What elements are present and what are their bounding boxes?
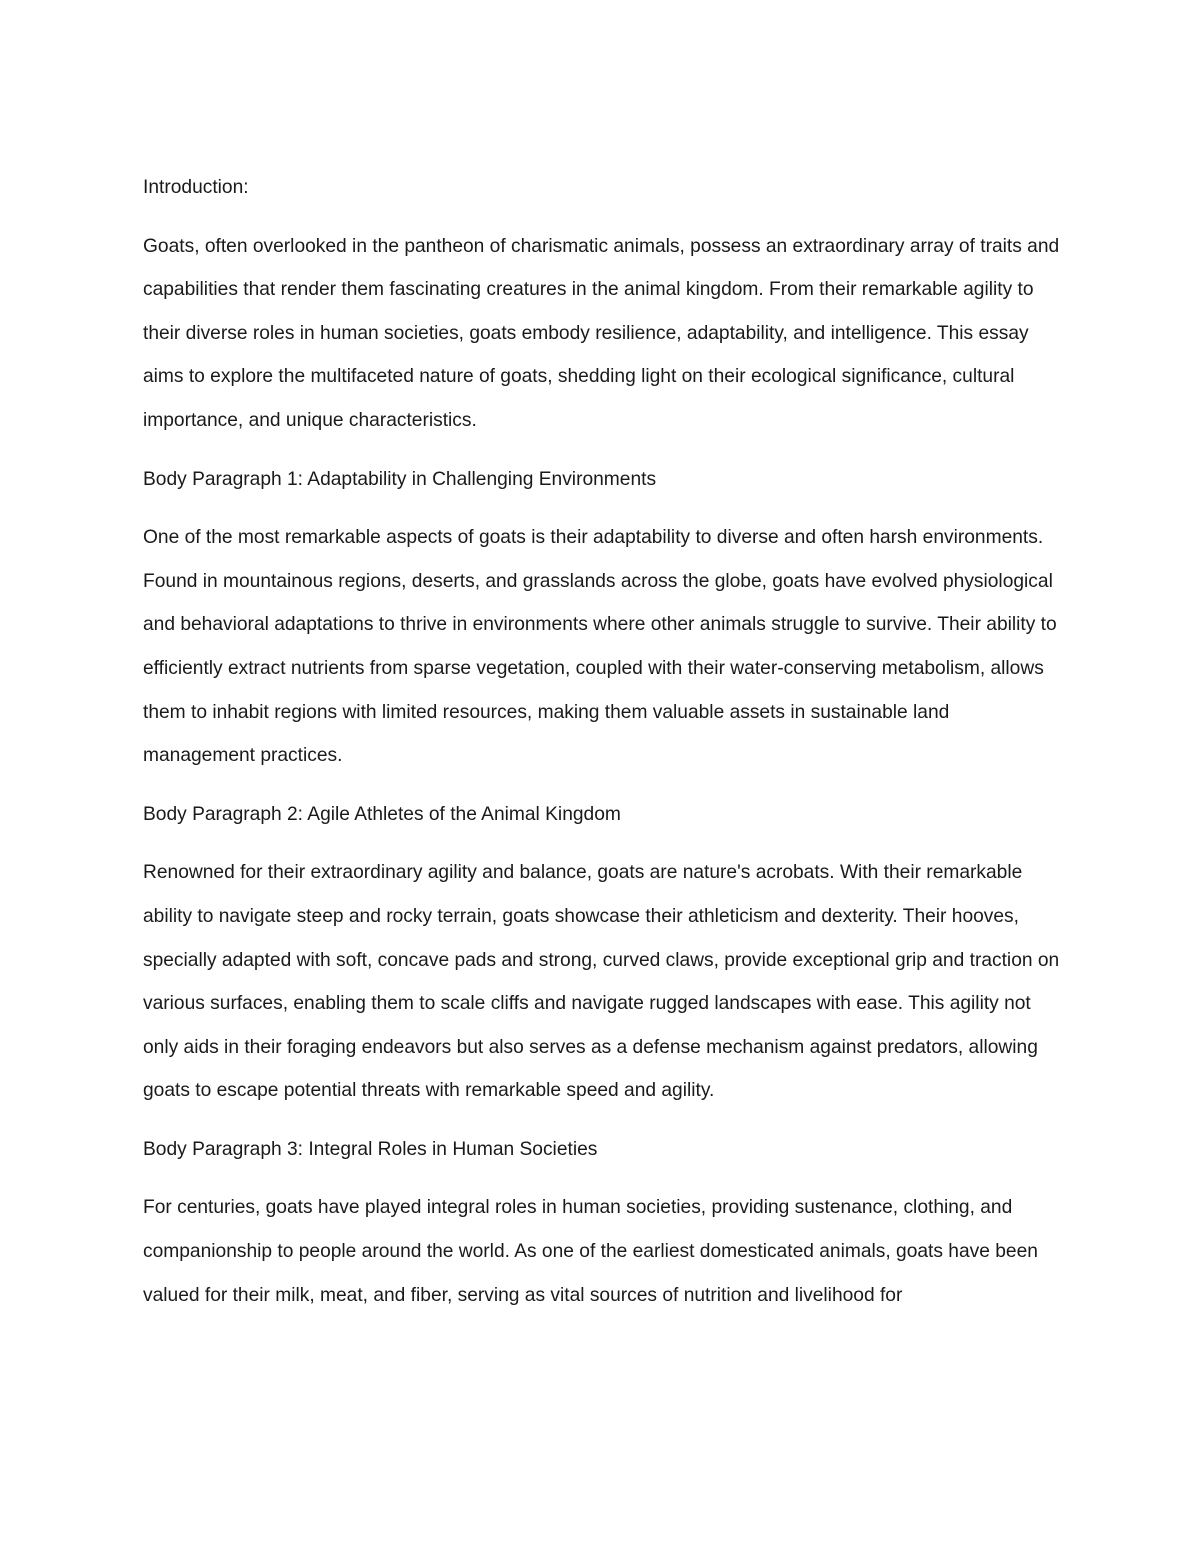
body-paragraph-2-heading: Body Paragraph 2: Agile Athletes of the Animal Kingdom	[143, 803, 621, 825]
body-paragraph-3: For centuries, goats have played integral roles in human societies, providing sustenance, clothing, and companionship to people around the world. As one of the earliest domesticated animals, goats have been valued for their milk, meat, and fiber, serving as vital sources of nutrition and livelihood for	[143, 1197, 1038, 1306]
body-paragraph-2: Renowned for their extraordinary agility and balance, goats are nature's acrobats. With their remarkable ability to navigate steep and rocky terrain, goats showcase their athleticism and dexterity. Their hooves, specially adapted with soft, concave pads and strong, curved claws, provide exceptional grip and traction on various surfaces, enabling them to scale cliffs and navigate rugged landscapes with ease. This agility not only aids in their foraging endeavors but also serves as a defense mechanism against predators, allowing goats to escape potential threats with remarkable speed and agility.	[143, 862, 1060, 1102]
intro-heading: Introduction:	[143, 177, 249, 198]
body-paragraph-1: One of the most remarkable aspects of goats is their adaptability to diverse and often harsh environments. Found in mountainous regions, deserts, and grasslands across the globe, goats have evolved physiological and behavioral adaptations to thrive in environments where other animals struggle to survive. Their ability to efficiently extract nutrients from sparse vegetation, coupled with their water-conserving metabolism, allows them to inhabit regions with limited resources, making them valuable assets in sustainable land management practices.	[143, 527, 1057, 767]
document-body	[143, 166, 1063, 1332]
body-paragraph-3-heading: Body Paragraph 3: Integral Roles in Human Societies	[143, 1138, 598, 1160]
intro-paragraph: Goats, often overlooked in the pantheon of charismatic animals, possess an extraordinary array of traits and capabilities that render them fascinating creatures in the animal kingdom. From their remarkable agility to their diverse roles in human societies, goats embody resilience, adaptability, and intelligence. This essay aims to explore the multifaceted nature of goats, shedding light on their ecological significance, cultural importance, and unique characteristics.	[143, 235, 1060, 431]
body-paragraph-1-heading: Body Paragraph 1: Adaptability in Challenging Environments	[143, 468, 657, 490]
